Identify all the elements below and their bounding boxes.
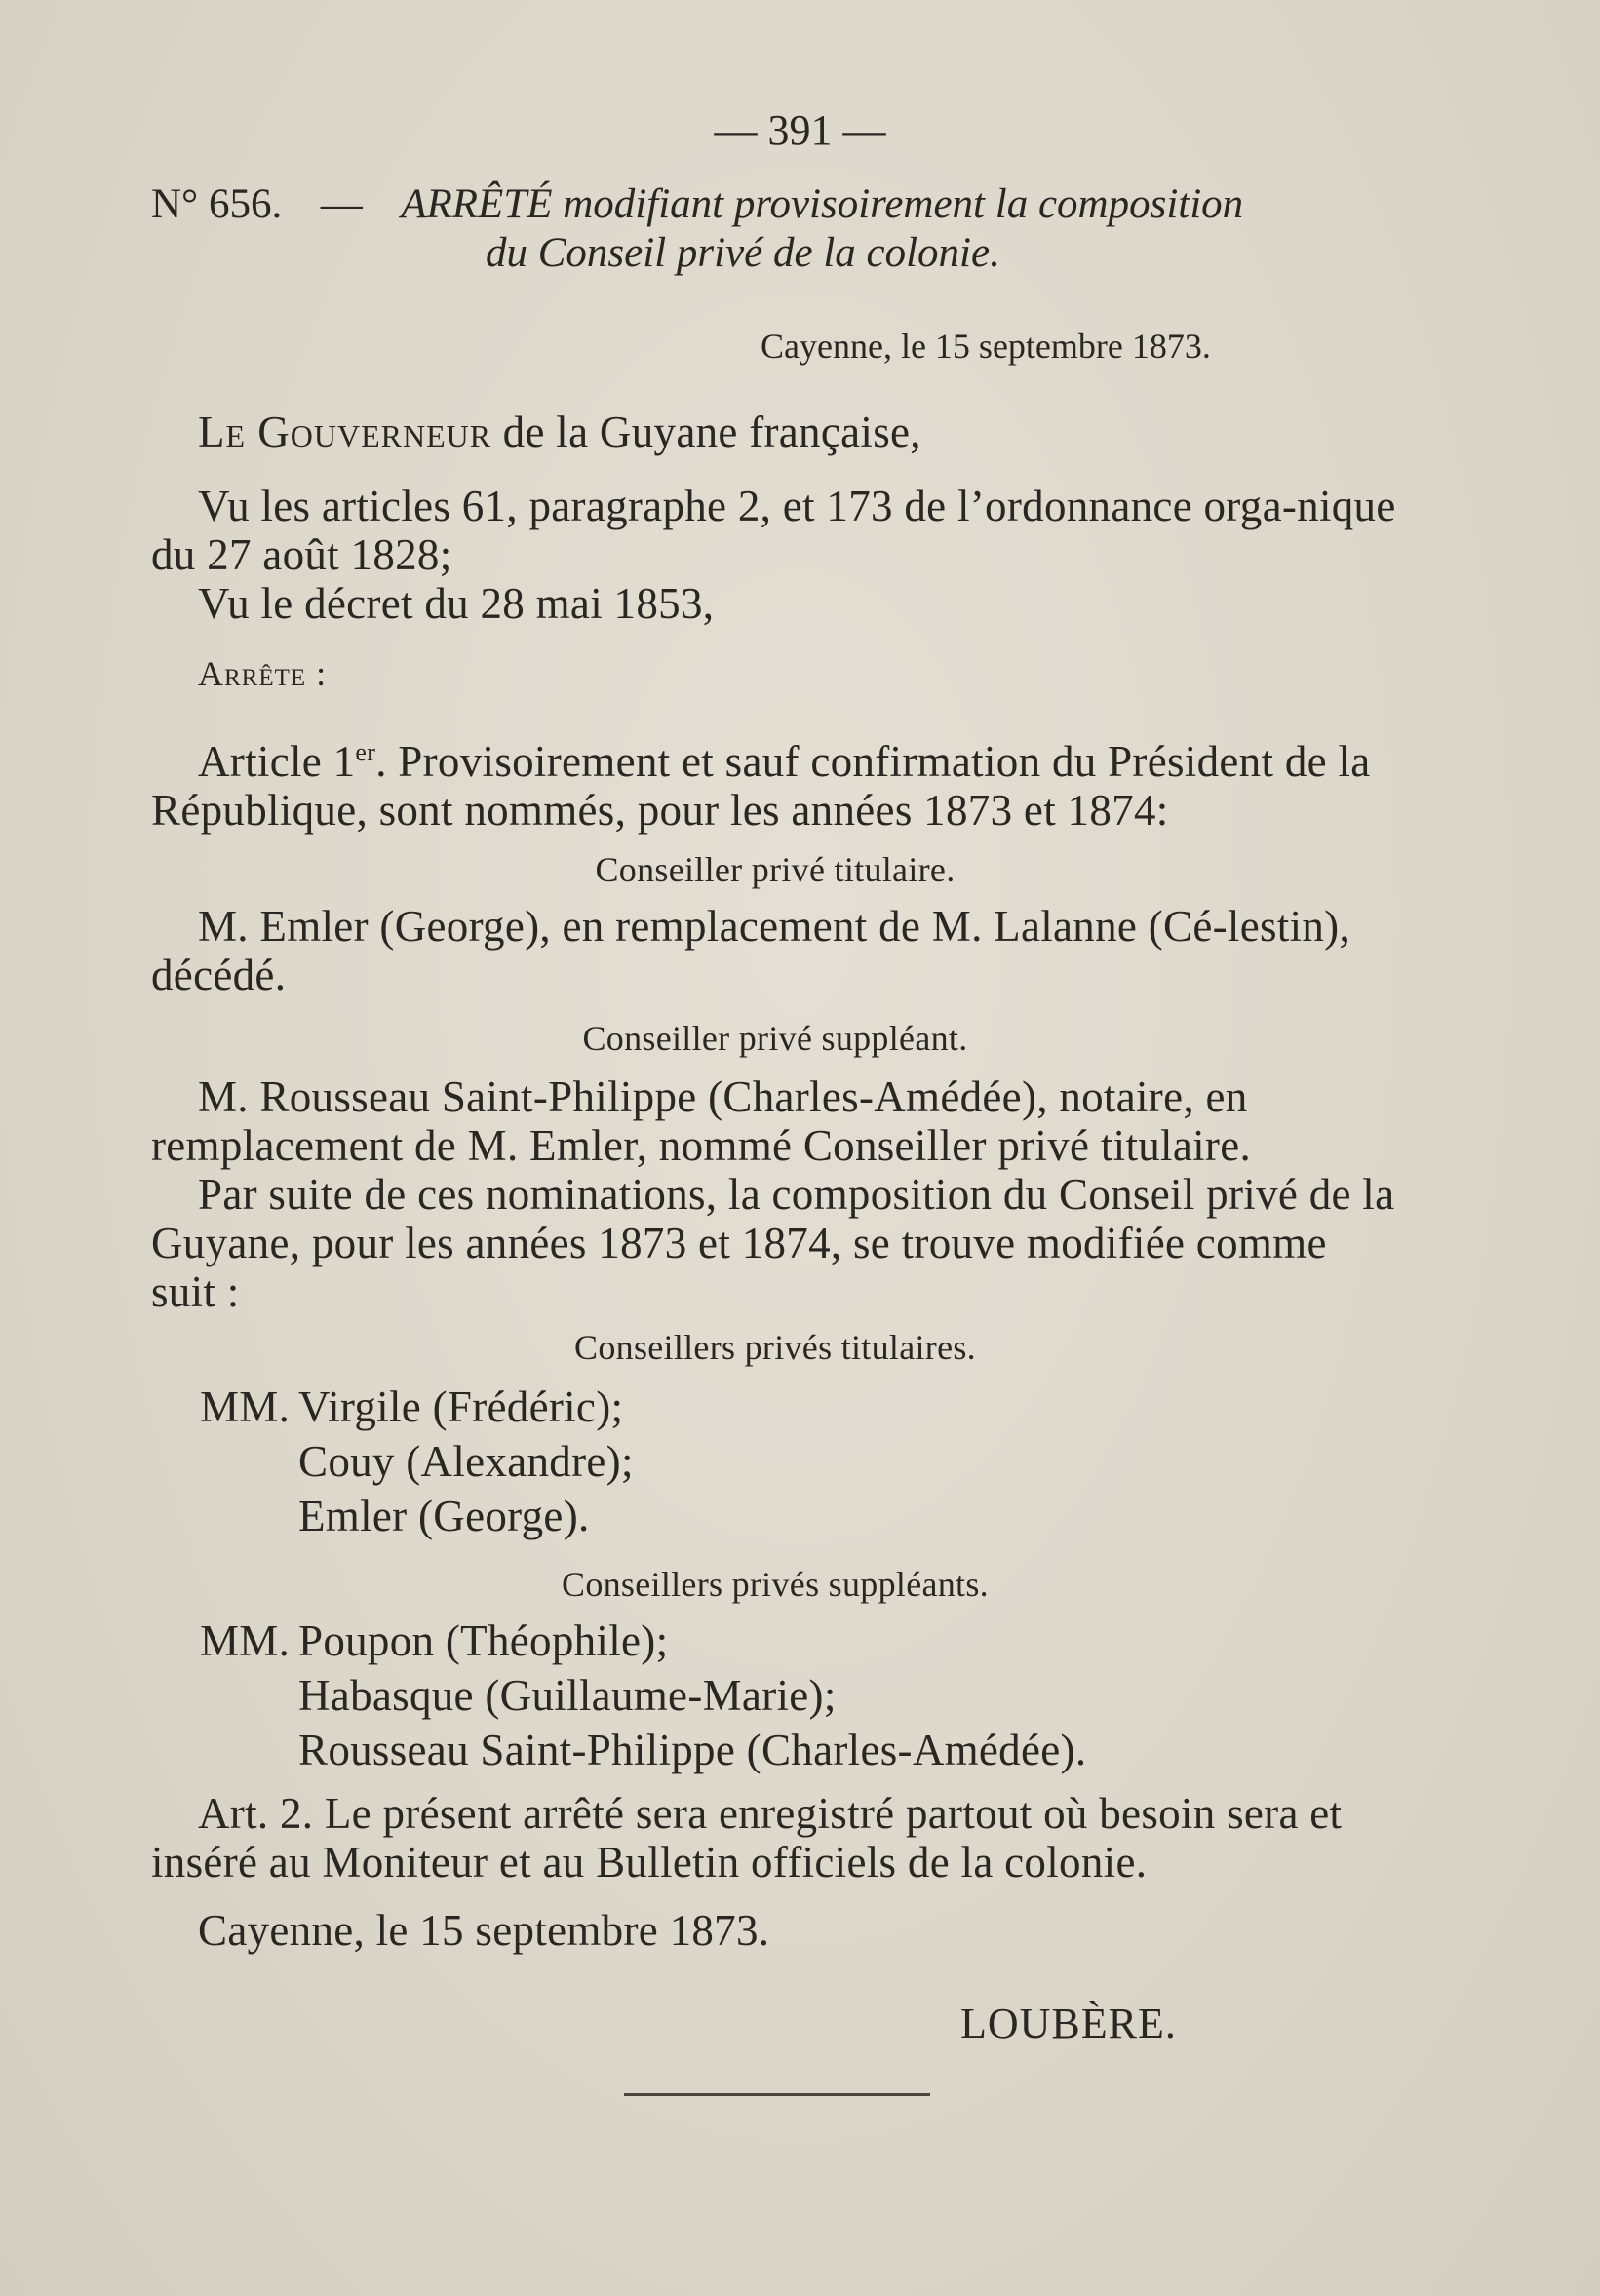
governor-title: Le Gouverneur [198, 408, 492, 456]
place-date: Cayenne, le 15 septembre 1873. [761, 327, 1211, 366]
suppleants-heading: Conseillers privés suppléants. [562, 1565, 989, 1604]
preamble [151, 408, 1399, 698]
suppleant-text: M. Rousseau Saint-Philippe (Charles-Amédée), notaire, en remplacement de M. Emler, nommé Conseiller privé titulaire. [151, 1072, 1252, 1170]
list-item: Couy (Alexandre); [298, 1437, 634, 1486]
suppleants-list [151, 1614, 1448, 1777]
governor-rest: de la Guyane française, [491, 408, 921, 456]
decree-heading [151, 180, 1399, 278]
closing-rule [624, 2093, 930, 2096]
heading-dash: — [320, 181, 363, 227]
closing-date: Cayenne, le 15 septembre 1873. [198, 1906, 770, 1955]
mm-label: MM. [200, 1382, 291, 1431]
titulaire-heading: Conseiller privé titulaire. [595, 850, 956, 889]
suite-text: Par suite de ces nominations, la composition du Conseil privé de la Guyane, pour les années 1873 et 1874, se trouve modifiée comme suit : [151, 1170, 1395, 1316]
list-item: Emler (George). [298, 1492, 590, 1540]
article-1 [151, 728, 1399, 835]
decree-number: N° 656. [151, 181, 283, 227]
list-item: Rousseau Saint-Philippe (Charles-Amédée). [298, 1726, 1087, 1774]
vu-decret: Vu le décret du 28 mai 1853, [198, 579, 715, 628]
titulaire-name: Virgile (Frédéric); [298, 1382, 624, 1431]
decree-title-line1: ARRÊTÉ modifiant provisoirement la composition [401, 181, 1244, 227]
titulaires-list [151, 1380, 1448, 1543]
mm-label: MM. [200, 1616, 291, 1665]
titulaires-heading: Conseillers privés titulaires. [574, 1328, 976, 1367]
titulaire-text: M. Emler (George), en remplacement de M. Lalanne (Cé-lestin), décédé. [151, 902, 1351, 999]
signature: LOUBÈRE. [960, 2000, 1177, 2047]
arrete-label: Arrête : [198, 654, 328, 693]
list-item: Habasque (Guillaume-Marie); [298, 1671, 837, 1720]
vu-articles: Vu les articles 61, paragraphe 2, et 173 de l’ordonnance orga-nique du 27 août 1828; [151, 482, 1396, 579]
suppleant-heading: Conseiller privé suppléant. [582, 1019, 968, 1058]
list-item [200, 1380, 1448, 1434]
page-number: — 391 — [714, 106, 886, 154]
article-1-sup: er [355, 738, 376, 766]
article-2: Art. 2. Le présent arrêté sera enregistré partout où besoin sera et inséré au Moniteur et au Bulletin officiels de la colonie. [151, 1789, 1343, 1887]
suppleant-name: Poupon (Théophile); [298, 1616, 669, 1665]
article-1-text: . Provisoirement et sauf confirmation du Président de la République, sont nommés, pour les années 1873 et 1874: [151, 737, 1371, 835]
decree-title-line2: du Conseil privé de la colonie. [486, 230, 1000, 276]
governor-line [151, 408, 1399, 456]
list-item [200, 1614, 1448, 1668]
article-1-label: Article 1 [198, 737, 356, 786]
